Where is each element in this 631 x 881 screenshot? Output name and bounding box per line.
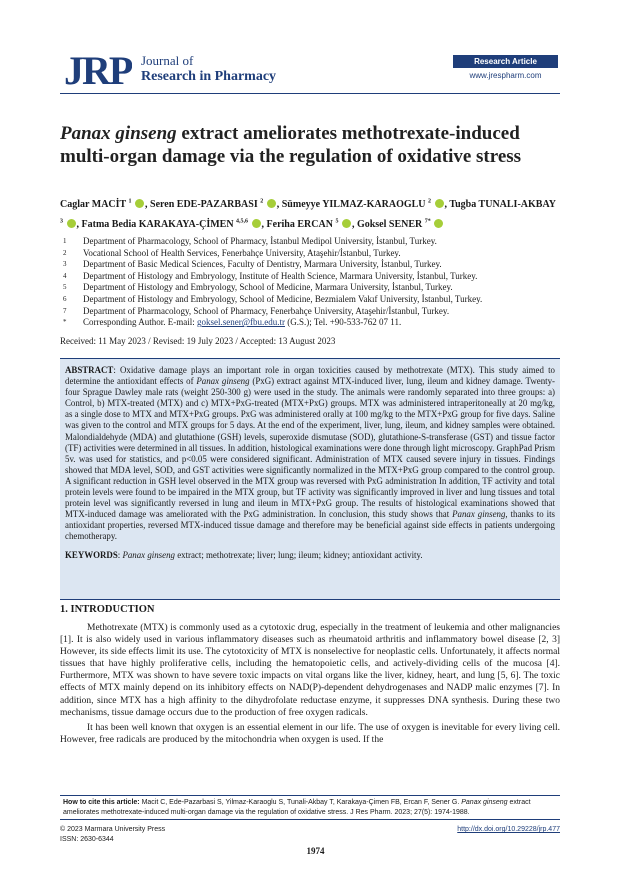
author-name: Sümeyye YILMAZ-KARAOGLU: [281, 199, 426, 211]
keywords-colon: :: [117, 549, 123, 560]
orcid-icon[interactable]: [434, 219, 443, 228]
journal-url-link[interactable]: www.jrespharm.com: [469, 71, 542, 80]
corresponding-prefix: Corresponding Author. E-mail:: [83, 317, 197, 328]
corresponding-email-link[interactable]: goksel.sener@fbu.edu.tr: [197, 317, 286, 328]
affiliation-number: 5: [63, 283, 67, 292]
abstract-italic1: Panax ginseng: [196, 376, 250, 387]
issn: ISSN: 2630-6344: [60, 835, 114, 843]
corresponding-suffix: (G.S.); Tel. +90-533-762 07 11.: [285, 317, 402, 328]
corresponding-author: [60, 317, 560, 329]
affiliation-number: 3: [63, 260, 67, 269]
author: Fatma Bedia KARAKAYA-ÇİMEN $^{4,5,6}$ ,: [81, 218, 267, 230]
author-name: Tugba TUNALI-AKBAY: [449, 199, 556, 211]
abstract-label: ABSTRACT: [65, 365, 114, 375]
author: Sümeyye YILMAZ-KARAOGLU $^2$ ,: [281, 199, 450, 211]
affiliation-item: [60, 248, 560, 260]
copyright: © 2023 Marmara University Press: [60, 826, 166, 833]
journal-name-line2: Research in Pharmacy: [141, 68, 277, 84]
journal-logo: [64, 50, 132, 88]
title-rest: extract ameliorates methotrexate-induced multi-organ damage via the regulation of oxidative stress: [60, 123, 522, 167]
citation-text2: extract ameliorates methotrexate-induced multi-organ damage via the regulation of oxidative stress. J Res Pharm. 2023; 27(5): 1974-1988.: [63, 799, 531, 816]
orcid-icon[interactable]: [135, 199, 144, 208]
orcid-icon[interactable]: [342, 219, 351, 228]
author-name: Feriha ERCAN: [266, 218, 333, 230]
keywords-rest: extract; methotrexate; liver; lung; ileum; kidney; antioxidant activity.: [174, 549, 423, 560]
affiliation-item: [60, 282, 560, 294]
citation-box: [60, 795, 560, 820]
title-italic: Panax ginseng: [60, 123, 177, 144]
author: [357, 219, 444, 230]
author: Seren EDE-PAZARBASI $^2$ ,: [150, 199, 282, 211]
abstract-part1: : Oxidative damage plays an important role in organ toxicities caused by methotrexate (MTX). This study aimed to determine the antioxidant effects of: [65, 365, 555, 387]
journal-name: [141, 54, 276, 85]
affiliation-text: Department of Histology and Embryology, School of Medicine, Marmara University, İstanbul, Turkey.: [83, 282, 453, 293]
citation-label: How to cite this article:: [63, 799, 140, 806]
journal-name-line1: Journal of: [141, 53, 194, 68]
affiliation-text: Department of Basic Medical Sciences, Faculty of Dentistry, Marmara University, İstanbul, Turkey.: [83, 259, 442, 270]
affiliation-text: Vocational School of Health Services, Fenerbahçe University, Ataşehir/İstanbul, Turkey.: [83, 247, 401, 258]
author-affiliation-sup: 2: [428, 199, 432, 205]
article-dates: Received: 11 May 2023 / Revised: 19 July 2023 / Accepted: 13 August 2023: [60, 336, 336, 346]
author: Tugba TUNALI-AKBAY $^3$ ,: [60, 199, 556, 230]
intro-paragraph-1: Methotrexate (MTX) is commonly used as a cytotoxic drug, especially in the treatment of leukemia and other malignancies [1]. It is also widely used in various inflammatory diseases such as rheumatoid arthritis and inflammatory bowel disease [2, 3] However, its side effects limit its use. The cytotoxicity of MTX is nonselective for neoplastic cells. Unfortunately, it affects normal tissues that have highly proliferative cells, including the hematopoietic cells, and actively-dividing cells of the mucosa [4]. Furthermore, MTX was shown to have severe toxic impacts on vital organs like the liver, kidney, heart, and lung [5, 6]. The toxic effects of MTX mainly depend on its inhibitory effects on NAD(P)-dependent dehydrogenases and NADP malic enzymes [7]. In addition, since MTX has a high affinity to the dihydrofolate reductase enzyme, it suppresses DNA synthesis. During these two mechanisms, tissue damage occurs due to the production of free oxygen radicals.: [60, 623, 560, 718]
author-affiliation-sup: 4,5,6: [236, 218, 249, 225]
intro-paragraph-2: It has been well known that oxygen is an essential element in our life. The use of oxygen is inevitable for every living cell. However, free radicals are produced by the mitochondria when oxygen is used. If the: [60, 722, 560, 745]
abstract-box: [60, 358, 560, 600]
abstract-part2: (PxG) extract against MTX-induced liver, lung, ileum and kidney damage. Twenty-four Sprague Dawley male rats (weight 250-300 g) were used in the study. The animals were randomly separated into three groups: a) Control, b) MTX-treated (MTX) and c) MTX+PxG-treated (MTX+PxG) groups. MTX was administered intraperitoneally at 20 mg/kg, as a single dose to MTX and MTX+PxG groups. PxG was administered orally at 100 mg/kg to the MTX+PxG group for five days. Saline was given to the control and MTX groups for 5 days. At the end of the experiment, liver, lung, ileum, and kidney samples were obtained. Malondialdehyde (MDA) and glutathione (GSH) levels, superoxide dismutase (SOD), glutathione-S-transferase (GST) and tissue factor (TF) activities were determined in all tissues. In addition, histological examinations were done through light microscopy. GraphPad Prism 5v. was used for statistics, and p<0.05 were considered significant. Administration of MTX caused severe injury in tissues. Findings showed that MDA level, SOD, and GST activities were significantly normalized in the MTX+PxG group compared to the control group. A significant reduction in GSH level observed in the MTX group was reversed with PxG administration In addition, TF activity and total protein levels were found to be impaired in the MTX group, but TF activity was significantly improved in liver and lung tissues and total protein level was significantly reversed in lung and ileum in MTX+PxG group. The results of histological examinations showed that MTX-induced damage was ameliorated with the PxG administration. In conclusion, this study shows that: [65, 376, 555, 520]
author: Feriha ERCAN $^5$ ,: [266, 218, 357, 230]
logo-text: JRP: [64, 50, 132, 88]
author-affiliation-sup: 3: [60, 218, 63, 225]
author-list: [60, 194, 560, 233]
affiliation-item: [60, 271, 560, 283]
keywords: [65, 550, 555, 561]
abstract-text: [65, 365, 555, 543]
citation-italic: Panax ginseng: [461, 799, 508, 806]
author-affiliation-sup: 1: [128, 199, 132, 205]
author-affiliation-sup: 5: [335, 218, 339, 225]
affiliation-number: 4: [63, 271, 67, 280]
orcid-icon[interactable]: [252, 219, 261, 228]
author-name: Goksel SENER: [356, 218, 423, 230]
page-footer: [60, 825, 560, 844]
orcid-icon[interactable]: [267, 199, 276, 208]
affiliation-item: [60, 306, 560, 318]
doi-link[interactable]: http://dx.doi.org/10.29228/jrp.477: [457, 826, 560, 833]
author: Caglar MACİT $^1$ ,: [60, 199, 151, 211]
article-type-badge: Research Article: [453, 55, 558, 68]
affiliation-text: Department of Pharmacology, School of Pharmacy, Fenerbahçe University, Ataşehir/İstanbul, Turkey.: [83, 305, 450, 316]
author-affiliation-sup: 7*: [424, 218, 431, 225]
affiliation-number: 6: [63, 294, 67, 303]
affiliation-number: 7: [63, 306, 67, 315]
header-divider: [60, 93, 560, 94]
keywords-label: KEYWORDS: [65, 549, 118, 560]
article-title: [60, 122, 560, 168]
orcid-icon[interactable]: [67, 219, 76, 228]
author-name: Fatma Bedia KARAKAYA-ÇİMEN: [81, 218, 234, 230]
affiliation-number: 2: [63, 248, 67, 257]
affiliation-text: Department of Histology and Embryology, School of Medicine, Bezmialem Vakıf University, İstanbul, Turkey.: [83, 293, 483, 304]
section-heading-introduction: 1. INTRODUCTION: [60, 604, 155, 615]
page-number: 1974: [306, 846, 325, 856]
affiliation-item: [60, 236, 560, 248]
corresponding-marker: *: [63, 318, 67, 327]
introduction-body: [60, 622, 560, 749]
citation-text1: Macit C, Ede-Pazarbasi S, Yilmaz-Karaoglu S, Tunali-Akbay T, Karakaya-Çimen FB, Ercan F, Sener G.: [139, 799, 462, 806]
affiliation-text: Department of Histology and Embryology, Institute of Health Science, Marmara University, İstanbul, Turkey.: [83, 270, 478, 281]
author-name: Caglar MACİT: [60, 199, 127, 211]
affiliations: [60, 236, 560, 329]
affiliation-item: [60, 294, 560, 306]
abstract-italic2: Panax ginseng: [452, 509, 506, 520]
author-affiliation-sup: 2: [260, 199, 264, 205]
abstract-part3: , thanks to its antioxidant properties, reversed MTX-induced tissue damage and therefore may be beneficial against side effects in patients undergoing chemotherapy.: [65, 509, 555, 542]
orcid-icon[interactable]: [435, 199, 444, 208]
affiliation-number: 1: [63, 237, 67, 245]
author-name: Seren EDE-PAZARBASI: [150, 199, 258, 211]
affiliation-item: [60, 259, 560, 271]
keywords-italic: Panax ginseng: [122, 549, 175, 560]
affiliation-text: Department of Pharmacology, School of Pharmacy, İstanbul Medipol University, İstanbul, Turkey.: [83, 236, 437, 246]
